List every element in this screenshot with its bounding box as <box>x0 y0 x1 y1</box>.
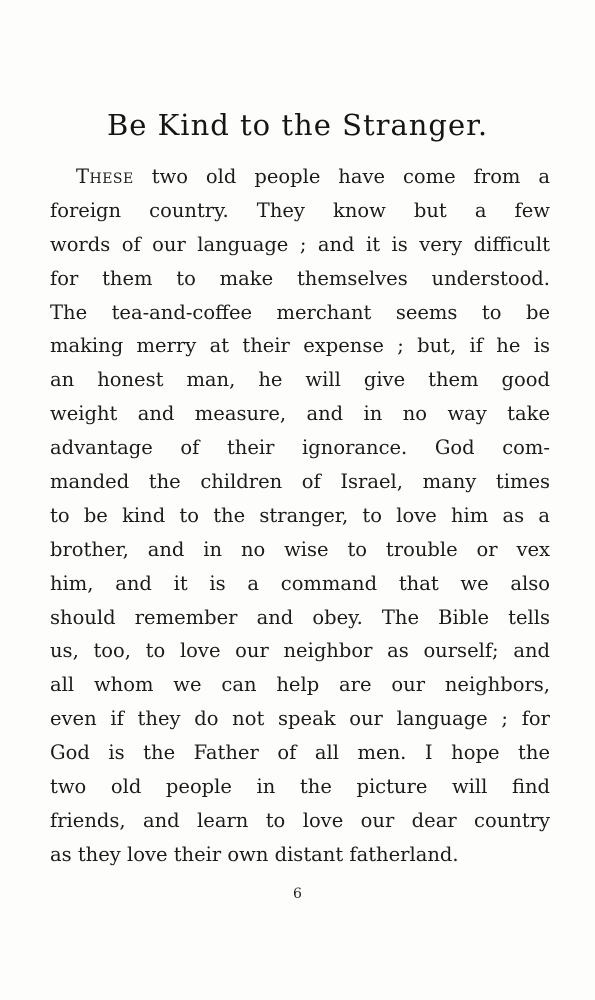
text-line-19: two old people in the picture will find <box>50 775 550 799</box>
text-line-18: God is the Father of all men. I hope the <box>50 741 550 765</box>
text-line-1: These two old people have come from a <box>76 165 550 188</box>
page-title: Be Kind to the Stranger. <box>106 108 489 142</box>
text-line-12: brother, and in no wise to trouble or vex <box>50 537 550 561</box>
text-line-4: for them to make themselves understood. <box>50 266 550 290</box>
page-number: 6 <box>293 886 302 902</box>
text-line-9: advantage of their ignorance. God com- <box>50 436 550 460</box>
text-line-21: as they love their own distant fatherland. <box>50 842 459 866</box>
text-line-3: words of our language ; and it is very difficult <box>50 232 550 256</box>
text-line-16: all whom we can help are our neighbors, <box>50 673 550 697</box>
text-line-6: making merry at their expense ; but, if he is <box>50 334 550 358</box>
text-line-15: us, too, to love our neighbor as ourself; and <box>50 639 550 663</box>
text-line-10: manded the children of Israel, many times <box>50 470 550 494</box>
body-paragraph <box>50 160 550 872</box>
text-line-17: even if they do not speak our language ; for <box>50 707 550 731</box>
text-line-7: an honest man, he will give them good <box>50 368 550 392</box>
text-line-20: friends, and learn to love our dear country <box>50 808 550 832</box>
opening-word: These <box>76 165 134 188</box>
text-line-14: should remember and obey. The Bible tells <box>50 605 550 629</box>
text-line-8: weight and measure, and in no way take <box>50 402 550 426</box>
text-line-13: him, and it is a command that we also <box>50 571 550 595</box>
text-line-2: foreign country. They know but a few <box>50 198 550 222</box>
text-line-11: to be kind to the stranger, to love him as a <box>50 503 550 527</box>
text-line-5: The tea-and-coffee merchant seems to be <box>50 300 550 324</box>
